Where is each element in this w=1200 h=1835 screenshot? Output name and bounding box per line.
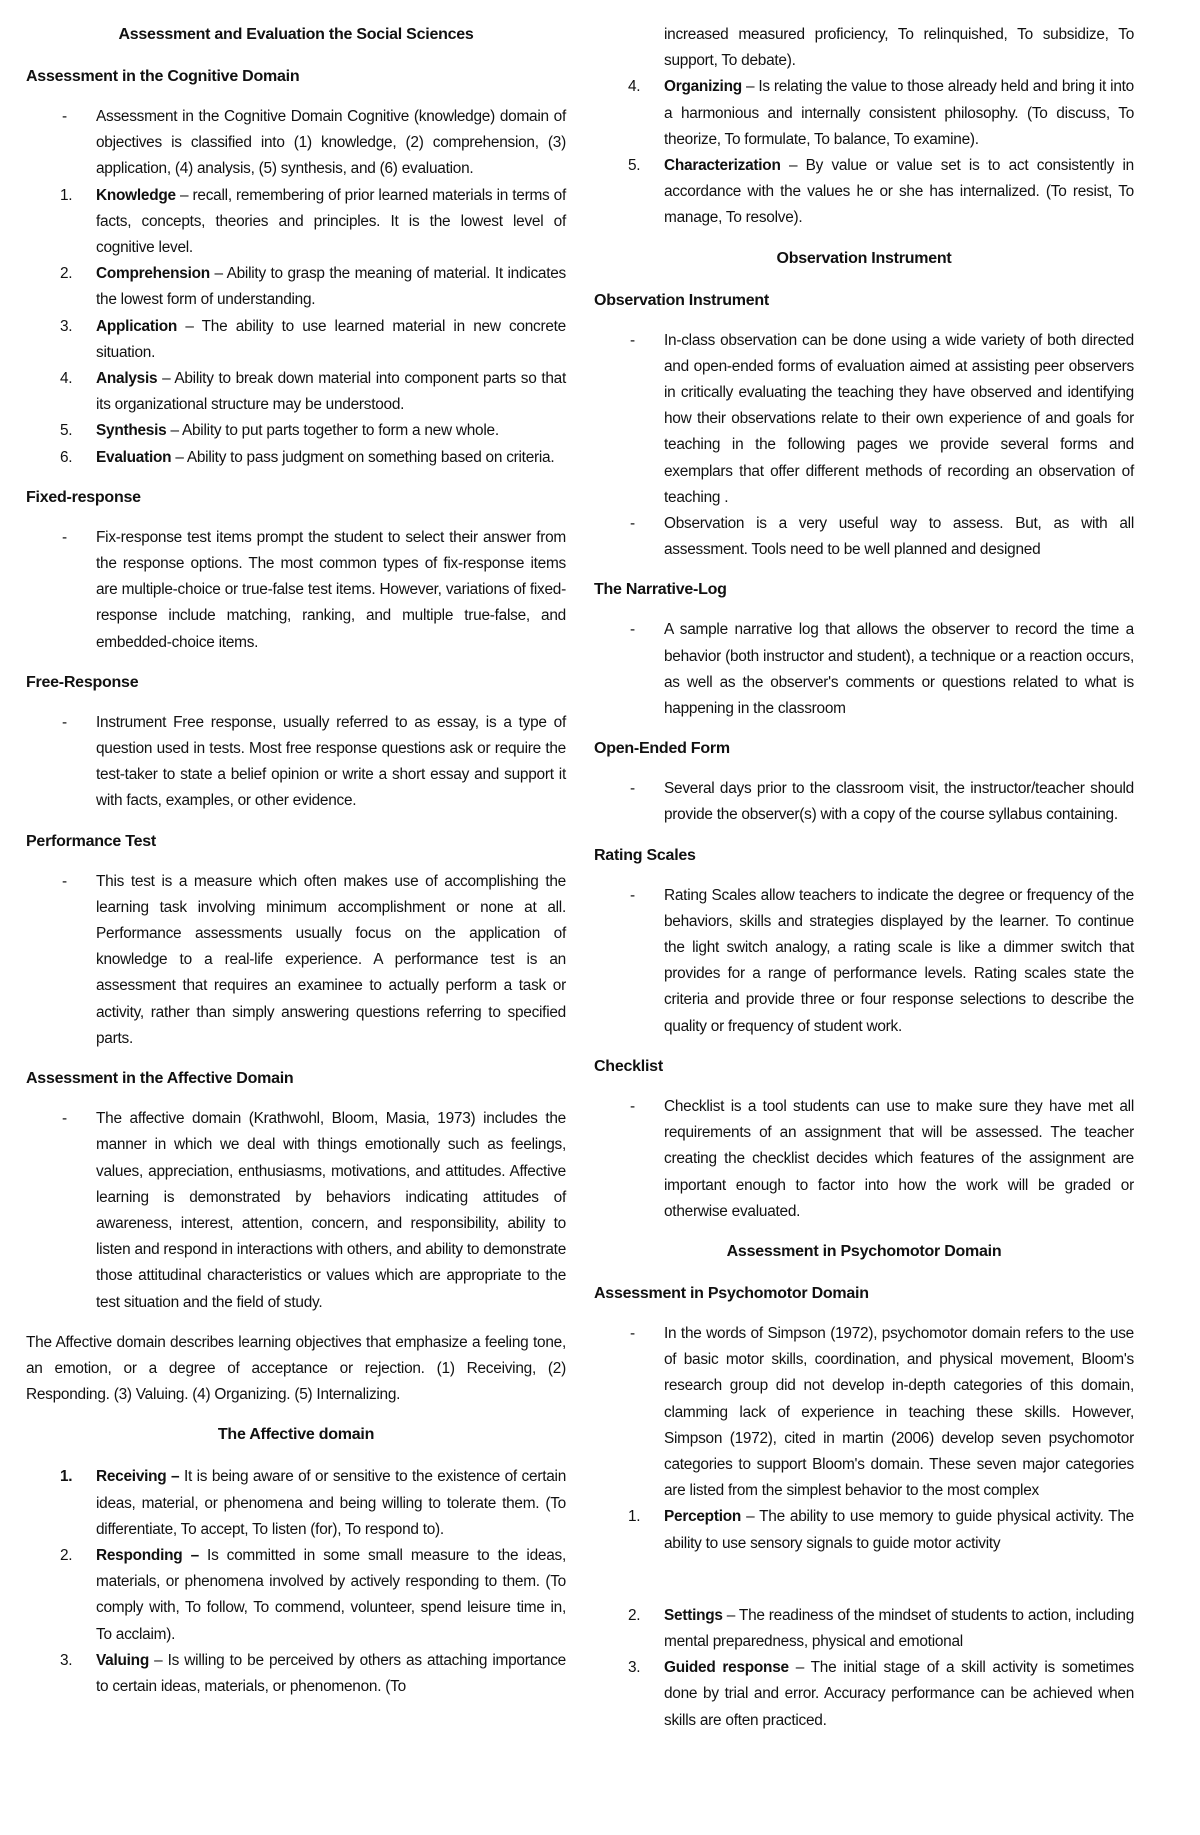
psychomotor-levels-list xyxy=(594,1504,1134,1556)
affective-paragraph: The Affective domain describes learning objectives that emphasize a feeling tone, an emotion, or a degree of acceptance or rejection. (1) Receiving, (2) Responding. (3) Valuing. (4) Organizing. (5) Internalizing. xyxy=(26,1333,566,1404)
list-item: 1. Receiving – It is being aware of or sensitive to the existence of certain ideas, material, or phenomena and being willing to tolerate them. (To differentiate, To accept, To listen (for), To respond to). xyxy=(60,1468,567,1538)
list-item: - In the words of Simpson (1972), psychomotor domain refers to the use of basic motor skills, coordination, and physical movement, Bloom's research group did not develop in-depth categories of this domain, clamming lack of experience in teaching these skills. However, Simpson (1972), cited in martin (2006) develop seven psychomotor categories to support Bloom's domain. These seven major categories are listed from the simplest behavior to the most complex xyxy=(594,1321,1134,1504)
right-column xyxy=(594,22,1134,1748)
narrative-log-list xyxy=(594,617,1134,722)
psychomotor-list xyxy=(594,1321,1134,1504)
list-item: 2. Comprehension – Ability to grasp the meaning of material. It indicates the lowest form of understanding. xyxy=(60,265,566,309)
fixed-response-list xyxy=(26,525,566,656)
narrative-log-heading: The Narrative-Log xyxy=(594,581,727,599)
cognitive-heading: Assessment in the Cognitive Domain xyxy=(26,68,300,85)
valuing-continuation: increased measured proficiency, To relinquished, To subsidize, To support, To debate). xyxy=(664,26,1134,70)
list-item: 5. Synthesis – Ability to put parts together to form a new whole. xyxy=(60,422,499,440)
performance-test-list xyxy=(26,869,566,1052)
spacer xyxy=(594,1557,1134,1603)
affective-levels-list xyxy=(26,1464,566,1700)
psychomotor-heading: Assessment in Psychomotor Domain xyxy=(594,1284,869,1302)
list-item: 2. Settings – The readiness of the mindset of students to action, including mental preparedness, physical and emotional xyxy=(628,1606,1134,1650)
rating-scales-list xyxy=(594,883,1134,1040)
observation-heading: Observation Instrument xyxy=(594,291,769,309)
psychomotor-levels-list-cont xyxy=(594,1603,1134,1734)
list-item: 2. Responding – Is committed in some small measure to the ideas, materials, or phenomena involved by actively responding to them. (To comply with, To follow, To commend, volunteer, spend leisure time in, To acclaim). xyxy=(60,1546,566,1643)
list-item: - Several days prior to the classroom visit, the instructor/teacher should provide the observer(s) with a copy of the course syllabus containing. xyxy=(594,776,1134,828)
observation-title: Observation Instrument xyxy=(776,249,952,267)
list-item: - Rating Scales allow teachers to indicate the degree or frequency of the behaviors, skills and strategies displayed by the learner. To continue the light switch analogy, a rating scale is like a dimmer switch that provides for a range of performance levels. Rating scales state the criteria and provide three or four response selections to describe the quality or frequency of student work. xyxy=(594,883,1134,1040)
list-item: 5. Characterization – By value or value set is to act consistently in accordance with the values he or she has internalized. (To resist, To manage, To resolve). xyxy=(628,157,1134,227)
affective-heading: Assessment in the Affective Domain xyxy=(26,1070,294,1088)
checklist-list xyxy=(594,1094,1134,1225)
observation-list xyxy=(594,328,1134,564)
affective-subtitle: The Affective domain xyxy=(217,1426,375,1444)
list-item: 6. Evaluation – Ability to pass judgment on something based on criteria. xyxy=(60,448,555,466)
list-item: 3. Valuing – Is willing to be perceived by others as attaching importance to certain ideas, materials, or phenomenon. (To xyxy=(60,1651,566,1695)
list-item: 3. Application – The ability to use learned material in new concrete situation. xyxy=(60,317,566,361)
list-item: 4. Organizing – Is relating the value to those already held and bring it into a harmonious and internally consistent philosophy. (To discuss, To theorize, To formulate, To balance, To examine). xyxy=(628,78,1134,148)
list-item: - In-class observation can be done using a wide variety of both directed and open-ended forms of evaluation aimed at assisting peer observers in critically evaluating the teaching they have observed and identifying how their observations relate to their own experience of and goals for teaching in the following pages we provide several forms and exemplars that offer different methods of recording an observation of teaching . xyxy=(594,328,1134,511)
free-response-list xyxy=(26,710,566,815)
psychomotor-title: Assessment in Psychomotor Domain xyxy=(726,1242,1002,1260)
rating-scales-heading: Rating Scales xyxy=(594,846,696,864)
list-item: - Instrument Free response, usually referred to as essay, is a type of question used in tests. Most free response questions ask or require the test-taker to state a belief opinion or write a short essay and support it with facts, examples, or other evidence. xyxy=(26,710,566,815)
cognitive-intro: - Assessment in the Cognitive Domain Cognitive (knowledge) domain of objectives is classified into (1) knowledge, (2) comprehension, (3) application, (4) analysis, (5) synthesis, and (6) evaluation. xyxy=(26,104,566,183)
list-item: 1. Knowledge – recall, remembering of prior learned materials in terms of facts, concepts, theories and principles. It is the lowest level of cognitive level. xyxy=(60,186,566,257)
left-column xyxy=(26,22,566,1714)
list-item: - Observation is a very useful way to assess. But, as with all assessment. Tools need to be well planned and designed xyxy=(594,511,1134,563)
free-response-heading: Free-Response xyxy=(26,673,139,691)
affective-levels-list-cont xyxy=(594,74,1134,231)
list-item: 1. Perception – The ability to use memory to guide physical activity. The ability to use sensory signals to guide motor activity xyxy=(628,1508,1134,1552)
performance-test-heading: Performance Test xyxy=(26,832,156,850)
open-ended-heading: Open-Ended Form xyxy=(594,740,730,758)
document-title: Assessment and Evaluation the Social Sciences xyxy=(118,26,474,43)
list-item: - A sample narrative log that allows the observer to record the time a behavior (both instructor and student), a technique or a reaction occurs, as well as the observer's comments or questions related to what is happening in the classroom xyxy=(594,617,1134,722)
checklist-heading: Checklist xyxy=(594,1057,663,1075)
affective-list xyxy=(26,1106,566,1316)
cognitive-levels-list xyxy=(26,183,566,471)
list-item: 3. Guided response – The initial stage of a skill activity is sometimes done by trial and error. Accuracy performance can be achieved when skills are often practiced. xyxy=(628,1659,1134,1729)
fixed-response-heading: Fixed-response xyxy=(26,488,141,506)
list-item: - Checklist is a tool students can use to make sure they have met all requirements of an assignment that will be assessed. The teacher creating the checklist decides which features of the assignment are important enough to factor into how the work will be graded or otherwise evaluated. xyxy=(594,1094,1134,1225)
list-item: - Fix-response test items prompt the student to select their answer from the response options. The most common types of fix-response items are multiple-choice or true-false test items. However, variations of fixed-response include matching, ranking, and multiple true-false, and embedded-choice items. xyxy=(26,525,566,656)
open-ended-list xyxy=(594,776,1134,828)
list-item: 4. Analysis – Ability to break down material into component parts so that its organizational structure may be understood. xyxy=(60,370,566,414)
cognitive-intro-list xyxy=(26,104,566,183)
list-item: - This test is a measure which often makes use of accomplishing the learning task involving minimum accomplishment or none at all. Performance assessments usually focus on the application of knowledge to a real-life experience. A performance test is an assessment that requires an examinee to actually perform a task or activity, rather than simply answering questions referring to specified parts. xyxy=(26,869,566,1052)
list-item: - The affective domain (Krathwohl, Bloom, Masia, 1973) includes the manner in which we deal with things emotionally such as feelings, values, appreciation, enthusiasms, motivations, and attitudes. Affective learning is demonstrated by behaviors indicating attitudes of awareness, interest, attention, concern, and responsibility, ability to listen and respond in interactions with others, and ability to demonstrate those attitudinal characteristics or values which are appropriate to the test situation and the field of study. xyxy=(26,1106,566,1316)
